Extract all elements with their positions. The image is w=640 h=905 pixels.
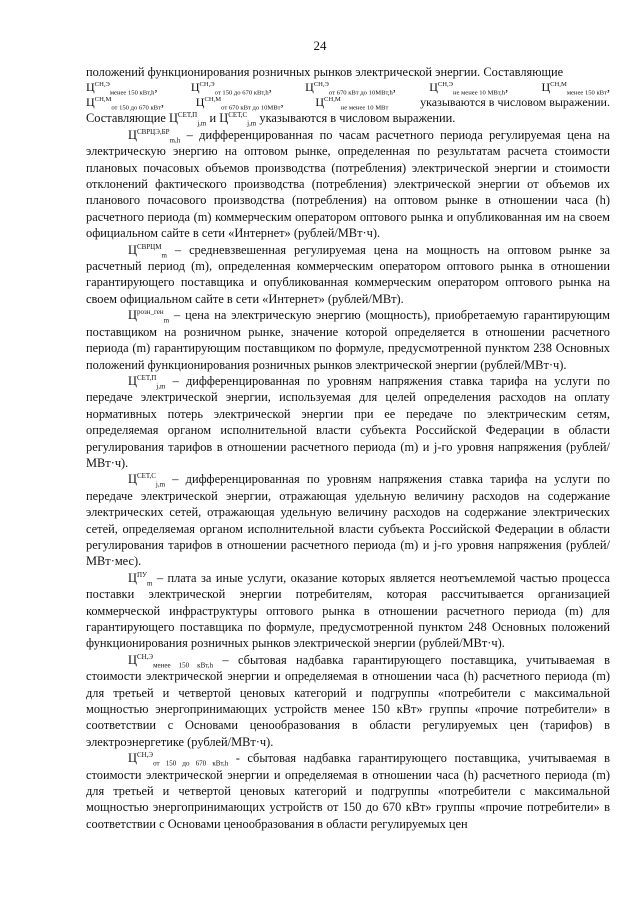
page-number: 24 — [313, 38, 327, 53]
formula-symbol: $Ц^{СЕТ,С}_{j,m}$ — [219, 111, 257, 128]
components-row-2 — [86, 95, 610, 110]
definition-paragraph: $Ц^{СЕТ,С}_{j,m}$ – дифференцированная по уровням напряжения ставка тарифа на услуги по передаче электрической энергии, отражающая удельную величину расходов на содержание электрических сетей, отражающая удельную величину расходов на содержание электрических сетей, определяемая органом исполнительной власти субъекта Российской Федерации в области регулирования тарифов в отношении расчетного периода (m) и j-го уровня напряжения (рублей/МВт·мес). — [86, 472, 610, 569]
components-row-1 — [86, 80, 610, 95]
formula-symbol: $Ц^{СН,М}_{менее 150 кВт}$, — [541, 80, 610, 97]
components-line: Составляющие $Ц^{СЕТ,П}_{j,m}$ и $Ц^{СЕТ,С}_{j,m}$ указываются в числовом выражении. — [86, 111, 456, 128]
components-note: указываются в числовом выражении. — [420, 95, 610, 110]
definition-paragraph: $Ц^{СЕТ,П}_{j,m}$ – дифференцированная по уровням напряжения ставка тарифа на услуги по передаче электрической энергии, используемая для целей определения расходов на оплату нормативных потерь электрической энергии при ее передаче по электрическим сетям, определяемая органом исполнительной власти субъекта Российской Федерации в области регулирования тарифов в отношении расчетного периода (m) и j-го уровня напряжения (рублей/МВт·ч). — [86, 373, 610, 470]
formula-symbol: $Ц^{СН,Э}_{не менее 10 МВт,h}$, — [429, 80, 509, 97]
formula-symbol: $Ц^{СЕТ,С}_{j,m}$ — [128, 472, 166, 489]
formula-symbol: $Ц^{СН,М}_{не менее 10 МВт}$ — [315, 95, 389, 112]
formula-symbol: $Ц^{СН,М}_{от 670 кВт до 10МВт}$, — [195, 95, 284, 112]
formula-symbol: $Ц^{розн\_ген}_m$ — [128, 308, 170, 325]
formula-symbol: $Ц^{СН,Э}_{от 670 кВт до 10МВт,h}$, — [305, 80, 396, 97]
formula-symbol: $Ц^{ПУ}_m$ — [128, 570, 153, 588]
definition-paragraph: $Ц^{СВРЦМ}_m$ – средневзвешенная регулируемая цена на мощность на оптовом рынке за расчетный период (m), определенная коммерческим оператором оптового рынка в отношении гарантирующего поставщика и опубликованная коммерческим оператором оптового рынка на своем официальном сайте в сети «Интернет» (рублей/МВт). — [86, 242, 610, 306]
definition-paragraph: $Ц^{СН,Э}_{менее 150 кВт,h}$ – сбытовая надбавка гарантирующего поставщика, учитываемая в стоимости электрической энергии и определяемая в отношении часа (h) расчетного периода (m) для третьей и четвертой ценовых категорий и подгруппы «потребители с максимальной мощностью энергопринимающих устройств менее 150 кВт» группы «прочие потребители» в соответствии с Основами ценообразования в области регулируемых цен (тарифов) в электроэнергетике (рублей/МВт·ч). — [86, 652, 610, 749]
definition-paragraph: $Ц^{СН,Э}_{от 150 до 670 кВт,h}$ - сбытовая надбавка гарантирующего поставщика, учитываемая в стоимости электрической энергии и определяемая в отношении часа (h) расчетного периода (m) для третьей и четвертой ценовых категорий и подгруппы «потребители с максимальной мощностью энергопринимающих устройств от 150 до 670 кВт» группы «прочие потребители» в соответствии с Основами ценообразования в области регулируемых цен — [86, 751, 610, 831]
formula-symbol: $Ц^{СВРЦМ}_m$ — [128, 242, 167, 260]
definition-paragraph: $Ц^{розн\_ген}_m$ – цена на электрическую энергию (мощность), приобретаемую гарантирующим поставщиком на розничном рынке, значение которой определяется в отношении расчетного периода (m) гарантирующим поставщиком по формуле, предусмотренной пунктом 238 Основных положений функционирования розничных рынков электрической энергии (рублей/МВт·ч). — [86, 308, 610, 372]
formula-symbol: $Ц^{СВРЦЭ,БР}_{m,h}$ — [128, 127, 181, 145]
definition-paragraph: $Ц^{СВРЦЭ,БР}_{m,h}$ – дифференцированная по часам расчетного периода регулируемая цена на электрическую энергию на оптовом рынке, определенная по результатам расчета стоимости плановых почасовых объемов производства (потребления) электрической энергии и стоимости отклонений фактического производства (потребления) электрической энергии от объемов их планового почасового производства (потребления) на оптовом рынке в отношении часа (h) расчетного периода (m) коммерческим оператором оптового рынка и опубликованная им на своем официальном сайте в сети «Интернет» (рублей/МВт·ч). — [86, 127, 610, 241]
formula-symbol: $Ц^{СЕТ,П}_{j,m}$ — [168, 111, 207, 128]
formula-symbol: $Ц^{СН,М}_{от 150 до 670 кВт}$, — [86, 95, 164, 112]
definition-paragraph: $Ц^{ПУ}_m$ – плата за иные услуги, оказание которых является неотъемлемой частью процесса поставки электрической энергии потребителям, которая рассчитывается организацией коммерческой инфраструктуры оптового рынка в отношении расчетного периода (m) для гарантирующего поставщика по формуле, предусмотренной пунктом 248 Основных положений функционирования розничных рынков электрической энергии (рублей/МВт·ч). — [86, 570, 610, 651]
formula-symbol: $Ц^{СН,Э}_{от 150 до 670 кВт,h}$, — [190, 80, 272, 97]
formula-symbol: $Ц^{СН,Э}_{менее 150 кВт,h}$, — [86, 80, 158, 97]
formula-symbol: $Ц^{СН,Э}_{менее 150 кВт,h}$ — [128, 652, 214, 670]
page-body — [86, 64, 610, 832]
formula-symbol: $Ц^{СЕТ,П}_{j,m}$ — [128, 373, 166, 391]
formula-symbol: $Ц^{СН,Э}_{от 150 до 670 кВт,h}$ — [128, 751, 229, 768]
intro-line: положений функционирования розничных рынков электрической энергии. Составляющие — [86, 65, 564, 79]
